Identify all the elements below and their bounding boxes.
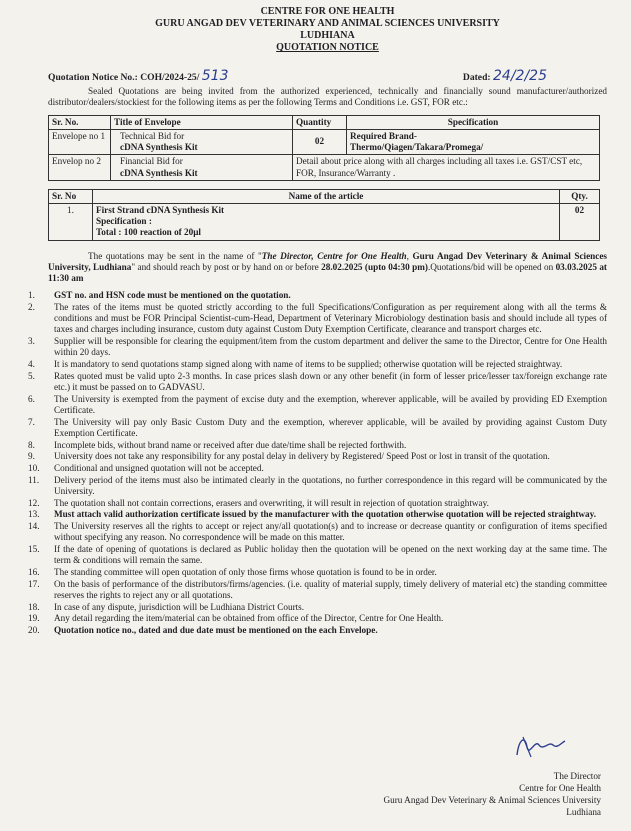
col-article-name: Name of the article bbox=[93, 189, 560, 203]
article-1-qty: 02 bbox=[560, 204, 600, 241]
term-number: 16. bbox=[28, 567, 40, 578]
envelope-1-item: cDNA Synthesis Kit bbox=[120, 142, 198, 153]
term-number: 7. bbox=[28, 416, 35, 427]
university-address: Guru Angad Dev Veterinary & Animal Sciences University, Ludhiana bbox=[48, 250, 607, 272]
col-article-qty: Qty. bbox=[560, 189, 600, 203]
envelope-1-brand-label: Required Brand- bbox=[350, 130, 417, 141]
envelope-table bbox=[48, 115, 600, 181]
term-number: 4. bbox=[28, 359, 35, 370]
term-number: 10. bbox=[28, 463, 40, 474]
document-title: QUOTATION NOTICE bbox=[276, 42, 379, 54]
notice-number-handwritten: 513 bbox=[201, 68, 229, 85]
list-item bbox=[28, 521, 607, 543]
term-text: The standing committee will open quotation of only those firms whose quotation is found to be in order. bbox=[54, 567, 437, 578]
signatory-centre: Centre for One Health bbox=[519, 783, 601, 794]
list-item bbox=[28, 451, 607, 462]
term-number: 17. bbox=[28, 578, 40, 589]
term-number: 3. bbox=[28, 336, 35, 347]
article-table bbox=[48, 189, 600, 241]
term-number: 15. bbox=[28, 544, 40, 555]
table-row bbox=[49, 129, 600, 154]
term-number: 9. bbox=[28, 451, 35, 462]
envelope-2-item: cDNA Synthesis Kit bbox=[120, 167, 198, 178]
envelope-table-header bbox=[49, 115, 600, 129]
col-specification: Specification bbox=[347, 115, 600, 129]
envelope-1-title: Technical Bid for bbox=[120, 130, 185, 141]
notice-number-label: Quotation Notice No.: COH/2024-25/ bbox=[48, 72, 200, 84]
header-centre-name: CENTRE FOR ONE HEALTH bbox=[260, 6, 395, 17]
opening-datetime: 03.03.2025 at 11:30 am bbox=[48, 261, 607, 284]
list-item bbox=[28, 302, 607, 336]
terms-and-conditions-list bbox=[28, 290, 607, 636]
col-sr-no: Sr. No. bbox=[49, 115, 111, 129]
envelope-1-brand-list: Thermo/Qiagen/Takara/Promega/ bbox=[350, 142, 484, 153]
term-text: Supplier will be responsible for clearing the equipment/item from the custom department and deliver the same to the Director, Centre for One Health within 20 days. bbox=[54, 336, 607, 358]
submission-paragraph: The quotations may be sent in the name of "The Director, Centre for One Health, Guru Angad Dev Veterinary & Animal Sciences University, Ludhiana" and should reach by post or by hand on or before 28.02.2025 (upto 04:30 pm).Quotations/bid will be opened on 03.03.2025 at 11:30 am bbox=[48, 250, 607, 284]
list-item bbox=[28, 463, 607, 474]
term-text: University does not take any responsibility for any postal delay in delivery by Registered/ Speed Post or lost in transit of the quotation. bbox=[54, 451, 550, 462]
term-text: Incomplete bids, without brand name or received after due date/time shall be rejected forthwith. bbox=[54, 439, 407, 450]
addressee: The Director, Centre for One Health bbox=[261, 250, 407, 261]
term-number: 1. bbox=[28, 290, 35, 301]
term-text: It is mandatory to send quotations stamp signed along with name of items to be supplied; otherwise quotation will be rejected straightway. bbox=[54, 359, 563, 370]
list-item bbox=[28, 497, 607, 509]
notice-number-line bbox=[48, 68, 607, 85]
signatory-title: The Director bbox=[553, 771, 601, 782]
term-text: The University reserves all the rights to accept or reject any/all quotation(s) and to increase or decrease quantity or configuration of items specified without specifying any reason. No correspondence will be made on this matter. bbox=[54, 521, 607, 543]
intro-paragraph: Sealed Quotations are being invited from the authorized experienced, technically and financially sound manufacturer/authorized distributor/dealers/stockiest for the following items as per the following Terms and Conditions i.e. GST, FOR etc.: bbox=[48, 86, 607, 108]
term-text: Rates quoted must be valid upto 2-3 months. In case prices slash down or any other benefit (in form of lesser price/lesser tax/foreign exchange rate etc.) it must be passed on to GADVASU. bbox=[54, 370, 607, 393]
term-number: 2. bbox=[28, 302, 35, 313]
term-text: Must attach valid authorization certificate issued by the manufacturer with the quotation otherwise quotation will be rejected straightway. bbox=[54, 509, 597, 520]
envelope-1-sr: Envelope no 1 bbox=[49, 129, 111, 154]
col-quantity: Quantity bbox=[293, 115, 347, 129]
term-text: On the basis of performance of the distributors/firms/agencies. (i.e. quality of material supply, timely delivery of material etc) the standing committee reserves the rights to reject any or all quotations. bbox=[54, 578, 607, 601]
term-number: 6. bbox=[28, 393, 35, 404]
article-1-spec-label: Specification : bbox=[96, 216, 152, 227]
term-text: The rates of the items must be quoted strictly according to the full Specifications/Configuration as per requirement along with all the terms & conditions and must be FOR Principal Scientist-cum-Head, Department of Veterinary Microbiology destination basis and should include all types of taxes and charges including insurance, custom duty against Custom Duty Exemption Certificate, clearance and transport charges etc. bbox=[54, 302, 607, 335]
term-number: 8. bbox=[28, 439, 35, 450]
term-text: GST no. and HSN code must be mentioned on the quotation. bbox=[54, 290, 291, 301]
term-text: Quotation notice no., dated and due date must be mentioned on the each Envelope. bbox=[54, 625, 378, 636]
notice-date-handwritten: 24/2/25 bbox=[493, 68, 547, 85]
list-item bbox=[28, 601, 607, 613]
term-text: The University is exempted from the payment of excise duty and the exemption, wherever applicable, will be availed by providing ED Exemption Certificate. bbox=[54, 393, 607, 416]
list-item bbox=[28, 370, 607, 393]
term-number: 20. bbox=[28, 625, 40, 636]
notice-date-label: Dated: bbox=[462, 72, 491, 84]
submission-deadline: 28.02.2025 (upto 04:30 pm) bbox=[321, 261, 428, 272]
header-university-name: GURU ANGAD DEV VETERINARY AND ANIMAL SCIENCES UNIVERSITY bbox=[155, 17, 500, 29]
envelope-2-sr: Envelop no 2 bbox=[49, 155, 111, 180]
signatory-city: Ludhiana bbox=[566, 807, 601, 818]
term-number: 11. bbox=[28, 474, 40, 485]
article-table-header bbox=[49, 189, 600, 203]
document-header bbox=[48, 6, 607, 54]
list-item bbox=[28, 613, 607, 624]
envelope-1-quantity: 02 bbox=[293, 129, 347, 154]
term-text: The quotation shall not contain corrections, erasers and overwriting, it will result in rejection of quotation straightway. bbox=[54, 497, 489, 508]
envelope-2-specification: Detail about price along with all charges including all taxes i.e. GST/CST etc, FOR, Insurance/Warranty . bbox=[293, 155, 600, 180]
signatory-university: Guru Angad Dev Veterinary & Animal Sciences University bbox=[383, 795, 601, 806]
list-item bbox=[28, 416, 607, 439]
term-text: The University will pay only Basic Custom Duty and the exemption, wherever applicable, will be availed by providing against Custom Duty Exemption Certificate. bbox=[54, 416, 607, 438]
term-number: 12. bbox=[28, 497, 40, 508]
article-1-spec-value: Total : 100 reaction of 20μl bbox=[96, 227, 201, 238]
article-1-sr: 1. bbox=[49, 204, 93, 241]
list-item bbox=[28, 544, 607, 566]
table-row bbox=[49, 155, 600, 180]
header-city: LUDHIANA bbox=[300, 29, 355, 41]
list-item bbox=[28, 625, 607, 636]
term-number: 18. bbox=[28, 601, 40, 612]
col-article-sr-no: Sr. No bbox=[49, 189, 93, 203]
list-item bbox=[28, 439, 607, 451]
term-text: If the date of opening of quotations is declared as Public holiday then the quotation will be opened on the next working day at the same time. The term & conditions will remain the same. bbox=[54, 544, 607, 566]
term-number: 14. bbox=[28, 521, 40, 532]
list-item bbox=[28, 474, 607, 497]
signature-mark bbox=[509, 731, 569, 761]
term-number: 5. bbox=[28, 370, 35, 381]
list-item bbox=[28, 567, 607, 578]
col-title-of-envelope: Title of Envelope bbox=[111, 115, 293, 129]
term-number: 13. bbox=[28, 509, 40, 520]
term-text: Delivery period of the items must also be intimated clearly in the quotations, no further correspondence in this regard will be communicated by the University. bbox=[54, 474, 607, 497]
list-item bbox=[28, 336, 607, 358]
list-item bbox=[28, 393, 607, 416]
term-text: Any detail regarding the item/material can be obtained from office of the Director, Centre for One Health. bbox=[54, 613, 444, 624]
list-item bbox=[28, 290, 607, 301]
article-1-name: First Strand cDNA Synthesis Kit bbox=[96, 205, 225, 216]
signature-block bbox=[384, 771, 601, 819]
list-item bbox=[28, 359, 607, 370]
term-number: 19. bbox=[28, 613, 40, 624]
envelope-2-title: Financial Bid for bbox=[120, 156, 183, 167]
term-text: In case of any dispute, jurisdiction will be Ludhiana District Courts. bbox=[54, 601, 305, 612]
list-item bbox=[28, 509, 607, 520]
term-text: Conditional and unsigned quotation will not be accepted. bbox=[54, 463, 264, 474]
list-item bbox=[28, 578, 607, 601]
table-row bbox=[49, 204, 600, 241]
